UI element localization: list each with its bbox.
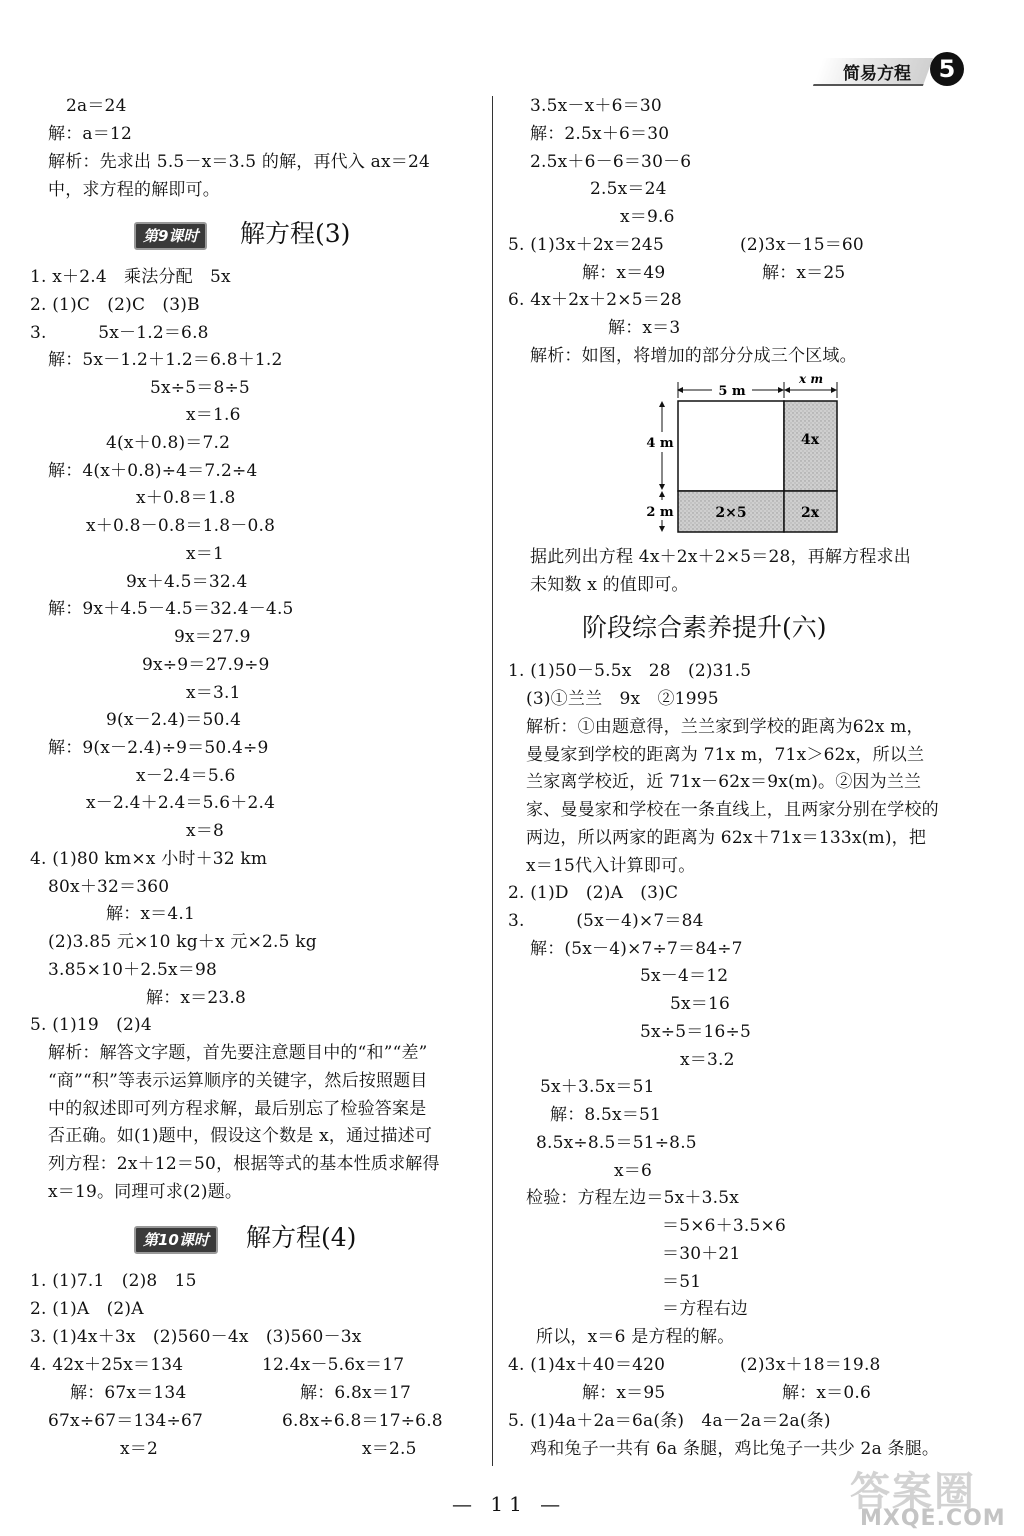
text-line: 家、曼曼家和学校在一条直线上，且两家分别在学校的: [526, 800, 939, 820]
text-line: 9x＝27.9: [174, 627, 251, 647]
text-line: x＝3.1: [186, 683, 241, 703]
text-line: 解：4(x＋0.8)÷4＝7.2÷4: [48, 461, 258, 481]
section-title: 解方程(4): [246, 1223, 357, 1252]
text-line: 80x＋32＝360: [48, 877, 170, 897]
text-line: 中的叙述即可列方程求解，最后别忘了检验答案是: [48, 1099, 427, 1119]
text-line: 解：x＝25: [762, 263, 846, 283]
text-line: 2. (1)A (2)A: [30, 1299, 144, 1319]
text-line: x＝19。同理可求(2)题。: [48, 1182, 243, 1202]
text-line: 解：8.5x＝51: [550, 1105, 662, 1125]
text-line: 2. (1)C (2)C (3)B: [30, 295, 200, 315]
text-line: 9(x－2.4)＝50.4: [106, 710, 242, 730]
corner-region-label: 2x: [800, 505, 820, 521]
text-line: 解析：①由题意得，兰兰家到学校的距离为62x m，: [526, 717, 924, 737]
text-line: 解：x＝49: [582, 263, 666, 283]
text-line: 5x÷5＝8÷5: [150, 378, 250, 398]
bottom-region-label: 2×5: [715, 505, 747, 521]
text-line: x＋0.8＝1.8: [136, 488, 236, 508]
text-line: 曼曼家到学校的距离为 71x m，71x＞62x，所以兰: [526, 745, 925, 765]
text-line: 5x÷5＝16÷5: [640, 1022, 751, 1042]
extra-height-label: 2 m: [646, 505, 674, 520]
text-line: 兰家离学校近，近 71x－62x＝9x(m)。②因为兰兰: [526, 772, 922, 792]
right-region-label: 4x: [800, 432, 820, 448]
text-line: 解析：解答文字题，首先要注意题目中的“和”“差”: [48, 1043, 428, 1063]
text-line: 9x＋4.5＝32.4: [126, 572, 248, 592]
text-line: (2)3x－15＝60: [740, 235, 864, 255]
text-line: 解：9x＋4.5－4.5＝32.4－4.5: [48, 599, 294, 619]
width-label: 5 m: [718, 384, 746, 399]
section-title: 解方程(3): [240, 219, 351, 248]
text-line: x－2.4＝5.6: [136, 766, 236, 786]
text-line: 解：(5x－4)×7÷7＝84÷7: [530, 939, 743, 959]
text-line: 解：x＝4.1: [106, 904, 196, 924]
unit-badge: 5: [930, 52, 964, 86]
text-line: 列方程：2x＋12＝50，根据等式的基本性质求解得: [48, 1154, 440, 1174]
watermark-url: MXQE.COM: [860, 1506, 1006, 1531]
text-line: 5x＝16: [670, 994, 731, 1014]
text-line: x＝9.6: [620, 207, 675, 227]
text-line: 4. (1)80 km×x 小时＋32 km: [30, 849, 268, 869]
text-line: 2.5x＋6－6＝30－6: [530, 152, 692, 172]
text-line: 3.85×10＋2.5x＝98: [48, 960, 217, 980]
text-line: 解：67x＝134: [70, 1383, 187, 1403]
text-line: 据此列出方程 4x＋2x＋2×5＝28，再解方程求出: [530, 547, 911, 567]
text-line: x＝2: [120, 1439, 159, 1459]
text-line: 5. (1)3x＋2x＝245: [508, 235, 664, 255]
text-line: (3)①兰兰 9x ②1995: [526, 689, 719, 709]
text-line: x＝8: [186, 821, 225, 841]
text-line: x＝2.5: [362, 1439, 417, 1459]
text-line: 4. (1)4x＋40＝420: [508, 1355, 666, 1375]
text-line: ＝30＋21: [662, 1244, 741, 1264]
text-line: 2a＝24: [66, 96, 127, 116]
text-line: x＝15代入计算即可。: [526, 856, 696, 876]
text-line: x＝1: [186, 544, 225, 564]
text-line: x－2.4＋2.4＝5.6＋2.4: [86, 793, 276, 813]
text-line: 解：2.5x＋6＝30: [530, 124, 670, 144]
column-divider: [492, 96, 493, 1466]
section-title: 阶段综合素养提升(六): [582, 613, 827, 642]
text-line: 未知数 x 的值即可。: [530, 575, 689, 595]
text-line: 解析：先求出 5.5－x＝3.5 的解，再代入 ax＝24: [48, 152, 431, 172]
text-line: x＝1.6: [186, 405, 241, 425]
text-line: 5. (1)19 (2)4: [30, 1015, 152, 1035]
text-line: ＝方程右边: [662, 1299, 748, 1319]
text-line: “商”“积”等表示运算顺序的关键字，然后按照题目: [48, 1071, 428, 1091]
text-line: 解：5x－1.2＋1.2＝6.8＋1.2: [48, 350, 283, 370]
text-line: 解：a＝12: [48, 124, 132, 144]
text-line: 解：6.8x＝17: [300, 1383, 412, 1403]
watermark-logo-text: 答案圈: [850, 1469, 976, 1515]
text-line: 6. 4x＋2x＋2×5＝28: [508, 290, 682, 310]
text-line: 6.8x÷6.8＝17÷6.8: [282, 1411, 443, 1431]
text-line: 解：x＝95: [582, 1383, 666, 1403]
text-line: x＋0.8－0.8＝1.8－0.8: [86, 516, 276, 536]
text-line: 解析：如图，将增加的部分分成三个区域。: [530, 346, 857, 366]
text-line: 鸡和兔子一共有 6a 条腿，鸡比兔子一共少 2a 条腿。: [530, 1439, 940, 1459]
text-line: 67x÷67＝134÷67: [48, 1411, 204, 1431]
page-number: — 11 —: [452, 1492, 567, 1516]
text-line: 9x÷9＝27.9÷9: [142, 655, 270, 675]
text-line: 4. 42x＋25x＝134: [30, 1355, 184, 1375]
text-line: 两边，所以两家的距离为 62x＋71x＝133x(m)，把: [526, 828, 927, 848]
lesson-badge: 第9课时: [134, 222, 207, 250]
text-line: 8.5x÷8.5＝51÷8.5: [536, 1133, 697, 1153]
text-line: 解：x＝0.6: [782, 1383, 872, 1403]
text-line: 3. 5x－1.2＝6.8: [30, 323, 209, 343]
text-line: 3. (5x－4)×7＝84: [508, 911, 704, 931]
text-line: 解：x＝23.8: [146, 988, 247, 1008]
text-line: 2.5x＝24: [590, 179, 667, 199]
text-line: x＝3.2: [680, 1050, 735, 1070]
text-line: ＝5×6＋3.5×6: [662, 1216, 786, 1236]
original-region: [678, 401, 784, 491]
text-line: 5x－4＝12: [640, 966, 729, 986]
text-line: 5. (1)4a＋2a＝6a(条) 4a－2a＝2a(条): [508, 1411, 831, 1431]
text-line: 解：x＝3: [608, 318, 681, 338]
text-line: 4(x＋0.8)＝7.2: [106, 433, 231, 453]
text-line: 3. (1)4x＋3x (2)560－4x (3)560－3x: [30, 1327, 362, 1347]
extra-width-label: x m: [798, 372, 824, 386]
text-line: 否正确。如(1)题中，假设这个数是 x，通过描述可: [48, 1126, 433, 1146]
text-line: 1. (1)50－5.5x 28 (2)31.5: [508, 661, 752, 681]
text-line: 1. x＋2.4 乘法分配 5x: [30, 267, 231, 287]
site-watermark: [850, 1460, 1020, 1532]
text-line: (2)3x＋18＝19.8: [740, 1355, 881, 1375]
text-line: 2. (1)D (2)A (3)C: [508, 883, 679, 903]
lesson-badge: 第10课时: [134, 1226, 218, 1254]
text-line: 5x＋3.5x＝51: [540, 1077, 655, 1097]
text-line: (2)3.85 元×10 kg＋x 元×2.5 kg: [48, 932, 317, 952]
chapter-title: 简易方程: [843, 64, 911, 84]
text-line: 解：9(x－2.4)÷9＝50.4÷9: [48, 738, 269, 758]
text-line: 1. (1)7.1 (2)8 15: [30, 1271, 197, 1291]
text-line: 所以，x＝6 是方程的解。: [536, 1327, 735, 1347]
height-label: 4 m: [646, 436, 674, 451]
area-diagram: [640, 368, 860, 538]
text-line: 中，求方程的解即可。: [48, 180, 220, 200]
text-line: ＝51: [662, 1272, 702, 1292]
text-line: x＝6: [614, 1161, 653, 1181]
text-line: 12.4x－5.6x＝17: [262, 1355, 405, 1375]
text-line: 3.5x－x＋6＝30: [530, 96, 662, 116]
text-line: 检验：方程左边＝5x＋3.5x: [526, 1188, 740, 1208]
